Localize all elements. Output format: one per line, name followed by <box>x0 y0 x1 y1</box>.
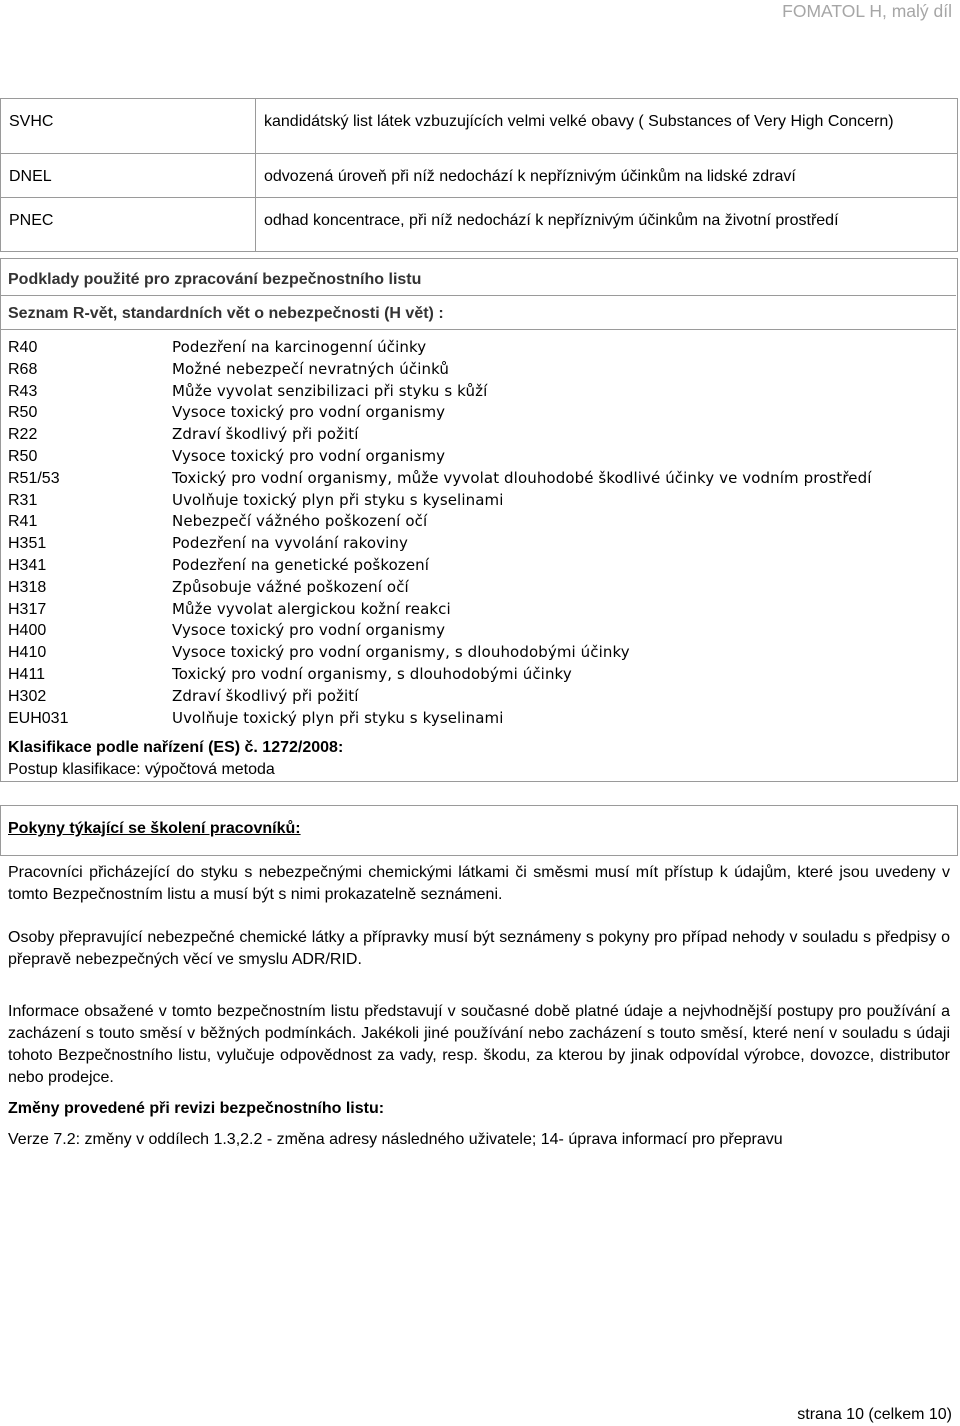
phrase-text: Uvolňuje toxický plyn při styku s kyselinami <box>172 490 504 509</box>
phrase-text: Podezření na genetické poškození <box>172 555 430 574</box>
phrase-text: Toxický pro vodní organismy, může vyvolat dlouhodobé škodlivé účinky ve vodním prostředí <box>172 468 872 487</box>
list-item <box>8 555 948 577</box>
abbreviation-code: SVHC <box>1 99 256 154</box>
training-paragraph: Pracovníci přicházející do styku s nebezpečnými chemickými látkami či směsmi musí mít přístup k údajům, které jsou uvedeny v tomto Bezpečnostním listu a musí být s nimi prokazatelně seznámeni. <box>8 864 950 903</box>
list-item <box>8 708 948 730</box>
phrase-code: R41 <box>8 513 38 531</box>
phrase-text: Zdraví škodlivý při požití <box>172 425 359 444</box>
phrase-text: Vysoce toxický pro vodní organismy <box>172 621 446 640</box>
phrases-title: Seznam R-vět, standardních vět o nebezpečnosti (H vět) : <box>8 305 444 322</box>
phrase-code: H400 <box>8 622 47 640</box>
list-item <box>8 642 948 664</box>
list-item <box>8 664 948 686</box>
list-item <box>8 468 948 490</box>
phrase-text: Zdraví škodlivý při požití <box>172 686 359 705</box>
transport-paragraph: Osoby přepravující nebezpečné chemické látky a přípravky musí být seznámeny s pokyny pro případ nehody v souladu s předpisy o přepravě nebezpečných věcí ve smyslu ADR/RID. <box>8 929 950 968</box>
list-item <box>8 490 948 512</box>
phrases-list <box>8 337 948 729</box>
list-item <box>8 599 948 621</box>
table-row <box>1 154 958 198</box>
phrase-text: Uvolňuje toxický plyn při styku s kyselinami <box>172 708 504 727</box>
list-item <box>8 337 948 359</box>
table-row <box>1 198 958 252</box>
list-item <box>8 686 948 708</box>
list-item <box>8 620 948 642</box>
phrase-text: Vysoce toxický pro vodní organismy <box>172 403 446 422</box>
list-item <box>8 381 948 403</box>
phrase-text: Podezření na karcinogenní účinky <box>172 338 427 356</box>
phrase-code: H341 <box>8 556 47 574</box>
classification-method: Postup klasifikace: výpočtová metoda <box>8 761 275 778</box>
phrase-text: Vysoce toxický pro vodní organismy, s dlouhodobými účinky <box>172 643 630 662</box>
phrase-code: R31 <box>8 491 38 509</box>
abbreviation-code: PNEC <box>1 198 256 252</box>
phrase-text: Může vyvolat senzibilizaci při styku s kůží <box>172 381 488 400</box>
page-number: strana 10 (celkem 10) <box>797 1406 952 1423</box>
abbreviation-definition: odhad koncentrace, při níž nedochází k nepříznivým účinkům na životní prostředí <box>256 198 958 252</box>
classification-title: Klasifikace podle nařízení (ES) č. 1272/2008: <box>8 739 344 756</box>
phrase-text: Způsobuje vážné poškození očí <box>172 577 409 596</box>
abbreviation-code: DNEL <box>1 154 256 198</box>
phrase-code: R50 <box>8 447 38 465</box>
list-item <box>8 359 948 381</box>
phrase-code: H351 <box>8 535 47 553</box>
table-row <box>1 99 958 154</box>
divider <box>0 329 956 330</box>
divider <box>0 295 956 296</box>
revision-title: Změny provedené při revizi bezpečnostního listu: <box>8 1100 385 1117</box>
list-item <box>8 577 948 599</box>
phrase-code: R43 <box>8 382 38 400</box>
sources-title: Podklady použité pro zpracování bezpečnostního listu <box>8 271 422 288</box>
phrase-code: H317 <box>8 600 47 618</box>
phrase-code: H411 <box>8 665 46 683</box>
document-header-title: FOMATOL H, malý díl <box>782 1 952 21</box>
phrase-text: Nebezpečí vážného poškození očí <box>172 512 428 531</box>
phrase-code: R40 <box>8 339 38 356</box>
phrase-code: R51/53 <box>8 469 60 487</box>
training-title: Pokyny týkající se školení pracovníků: <box>8 820 301 837</box>
phrase-code: H302 <box>8 687 47 705</box>
list-item <box>8 446 948 468</box>
revision-text: Verze 7.2: změny v oddílech 1.3,2.2 - změna adresy následného uživatele; 14- úprava informací pro přepravu <box>8 1131 783 1148</box>
disclaimer-paragraph: Informace obsažené v tomto bezpečnostním listu představují v současné době platné údaje a nejvhodnější postupy pro používání a zacházení s touto směsí v běžných podmínkách. Jakékoli jiné používání nebo zacházení s touto směsí, které není v souladu s údaji tohoto Bezpečnostního listu, vylučuje odpovědnost za vady, resp. škodu, za kterou by jinak odpovídal výrobce, dovozce, distributor nebo prodejce. <box>8 1003 950 1086</box>
list-item <box>8 424 948 446</box>
abbreviation-definition: odvozená úroveň při níž nedochází k nepříznivým účinkům na lidské zdraví <box>256 154 958 198</box>
phrase-code: R50 <box>8 404 38 422</box>
phrase-code: H318 <box>8 578 47 596</box>
list-item <box>8 511 948 533</box>
phrase-text: Podezření na vyvolání rakoviny <box>172 534 409 553</box>
abbreviations-table <box>0 98 958 252</box>
phrase-code: R68 <box>8 360 38 378</box>
phrase-text: Toxický pro vodní organismy, s dlouhodobými účinky <box>172 664 572 683</box>
list-item <box>8 402 948 424</box>
phrase-text: Možné nebezpečí nevratných účinků <box>172 359 450 378</box>
phrase-text: Může vyvolat alergickou kožní reakci <box>172 599 451 618</box>
phrase-code: H410 <box>8 644 47 662</box>
abbreviation-definition: kandidátský list látek vzbuzujících velmi velké obavy ( Substances of Very High Concern) <box>256 99 958 154</box>
phrase-code: R22 <box>8 426 38 444</box>
list-item <box>8 533 948 555</box>
phrase-text: Vysoce toxický pro vodní organismy <box>172 446 446 465</box>
phrase-code: EUH031 <box>8 709 69 727</box>
